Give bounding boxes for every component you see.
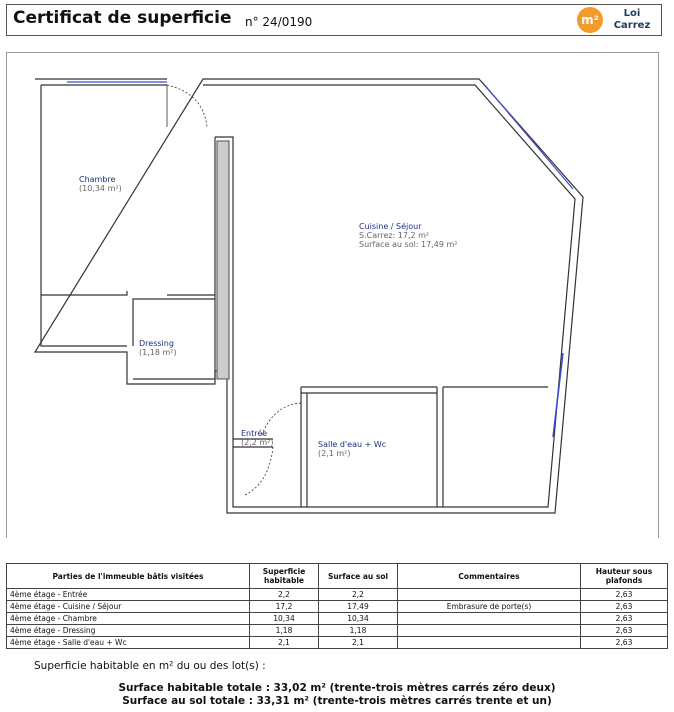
col-header-commentaires: Commentaires <box>398 564 581 589</box>
total-habitable: Surface habitable totale : 33,02 m² (trente-trois mètres carrés zéro deux) <box>118 682 556 694</box>
cell-habitable: 1,18 <box>250 625 319 637</box>
room-entree-area: (2,2 m²) <box>241 438 274 447</box>
col-header-sol: Surface au sol <box>319 564 398 589</box>
sdb-right-wall <box>437 387 548 507</box>
cell-sol: 1,18 <box>319 625 398 637</box>
cell-partie: 4ème étage - Entrée <box>7 589 250 601</box>
col-header-hauteur: Hauteur sous plafonds <box>581 564 668 589</box>
room-chambre-area: (10,34 m²) <box>79 184 122 193</box>
window-right <box>553 353 563 437</box>
door-arc-entree <box>245 447 273 495</box>
outer-wall <box>35 79 583 513</box>
cell-sol: 10,34 <box>319 613 398 625</box>
cell-habitable: 10,34 <box>250 613 319 625</box>
room-sejour-sol: Surface au sol: 17,49 m² <box>359 240 458 249</box>
col-header-habitable: Superficie habitable <box>250 564 319 589</box>
cell-commentaire <box>398 613 581 625</box>
surface-table <box>6 563 668 649</box>
room-entree-name: Entrée <box>241 429 268 438</box>
certificate-header <box>6 4 662 36</box>
table-row <box>7 637 668 649</box>
cell-hauteur: 2,63 <box>581 589 668 601</box>
logo-text-line-1: Loi <box>623 8 641 19</box>
table-row <box>7 601 668 613</box>
cell-commentaire <box>398 625 581 637</box>
outer-wall-inner <box>41 85 575 507</box>
cell-commentaire <box>398 637 581 649</box>
certificate-number: n° 24/0190 <box>245 15 313 29</box>
room-sdb-name: Salle d'eau + Wc <box>318 440 387 449</box>
total-sol: Surface au sol totale : 33,31 m² (trente-trois mètres carrés trente et un) <box>122 695 552 707</box>
table-row <box>7 589 668 601</box>
window-diagonal <box>483 83 573 189</box>
loi-carrez-logo-icon: m² <box>577 7 603 33</box>
cell-hauteur: 2,63 <box>581 613 668 625</box>
cell-sol: 17,49 <box>319 601 398 613</box>
floor-plan-frame <box>6 52 659 538</box>
table-row <box>7 613 668 625</box>
table-header-row <box>7 564 668 589</box>
table-row <box>7 625 668 637</box>
summary-label: Superficie habitable en m² du ou des lot(s) : <box>34 660 266 672</box>
cell-hauteur: 2,63 <box>581 637 668 649</box>
col-header-parties: Parties de l'immeuble bâtis visitées <box>7 564 250 589</box>
cell-habitable: 17,2 <box>250 601 319 613</box>
cell-partie: 4ème étage - Dressing <box>7 625 250 637</box>
room-dressing-name: Dressing <box>139 339 174 348</box>
floor-plan <box>7 53 658 539</box>
cell-habitable: 2,2 <box>250 589 319 601</box>
room-chambre-name: Chambre <box>79 175 116 184</box>
loi-carrez-logo-text <box>609 8 655 32</box>
room-sejour-name: Cuisine / Séjour <box>359 222 422 231</box>
logo-text-line-2: Carrez <box>613 20 651 31</box>
central-column <box>217 141 229 379</box>
cell-hauteur: 2,63 <box>581 625 668 637</box>
cell-partie: 4ème étage - Salle d'eau + Wc <box>7 637 250 649</box>
cell-commentaire: Embrasure de porte(s) <box>398 601 581 613</box>
cell-sol: 2,2 <box>319 589 398 601</box>
cell-partie: 4ème étage - Cuisine / Séjour <box>7 601 250 613</box>
cell-commentaire <box>398 589 581 601</box>
room-sdb-area: (2,1 m²) <box>318 449 351 458</box>
room-dressing-area: (1,18 m²) <box>139 348 177 357</box>
cell-partie: 4ème étage - Chambre <box>7 613 250 625</box>
cell-sol: 2,1 <box>319 637 398 649</box>
cell-hauteur: 2,63 <box>581 601 668 613</box>
room-sejour-carrez: S.Carrez: 17,2 m² <box>359 231 430 240</box>
document-title: Certificat de superficie <box>13 8 232 28</box>
cell-habitable: 2,1 <box>250 637 319 649</box>
